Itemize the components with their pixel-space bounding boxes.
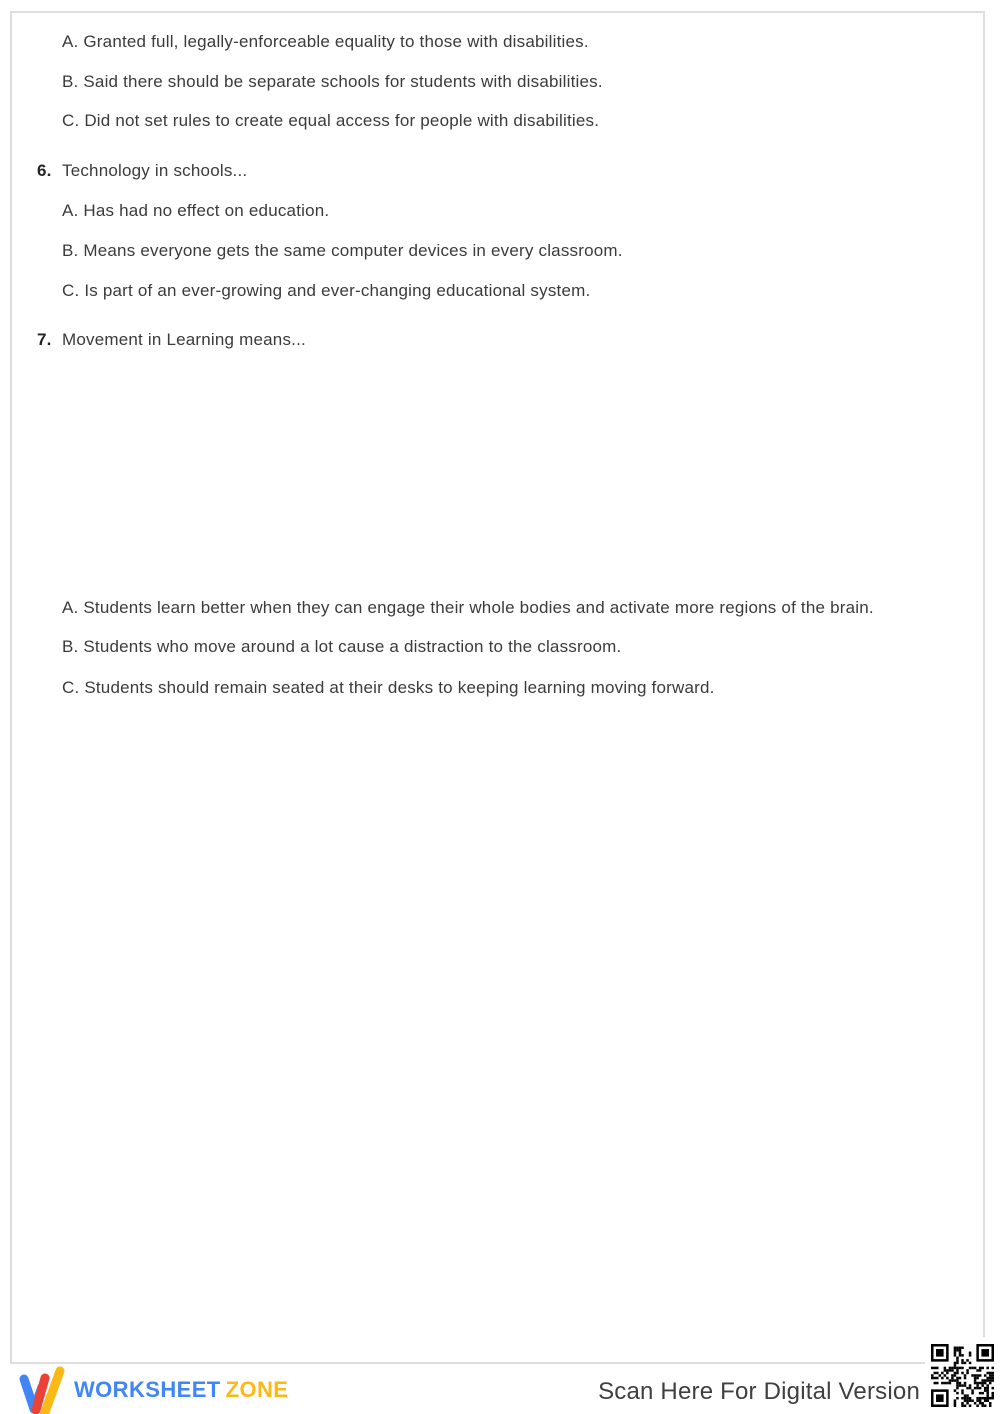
scan-here-text: Scan Here For Digital Version (598, 1378, 920, 1405)
question6-stem (37, 160, 247, 182)
question6-option-a: A. Has had no effect on education. (62, 201, 330, 220)
question6-option-b: B. Means everyone gets the same computer devices in every classroom. (62, 241, 623, 260)
question6-option-c: C. Is part of an ever-growing and ever-changing educational system. (62, 281, 591, 300)
question6-number: 6. (37, 161, 52, 180)
qr-code-icon (931, 1344, 994, 1407)
worksheetzone-w-icon (18, 1366, 66, 1414)
logo-wordmark (74, 1377, 288, 1403)
question7-option-a: A. Students learn better when they can engage their whole bodies and activate more regions of the brain. (62, 598, 874, 617)
question5-option-b: B. Said there should be separate schools for students with disabilities. (62, 72, 603, 91)
question6-text: Technology in schools... (62, 161, 248, 180)
question5-option-c: C. Did not set rules to create equal access for people with disabilities. (62, 111, 600, 130)
question7-stem (37, 329, 306, 351)
logo-worksheet-text: WORKSHEET (74, 1377, 221, 1402)
logo-zone-text: ZONE (225, 1377, 289, 1402)
question5-option-a: A. Granted full, legally-enforceable equality to those with disabilities. (62, 32, 589, 51)
question7-number: 7. (37, 330, 52, 349)
question7-option-c: C. Students should remain seated at their desks to keeping learning moving forward. (62, 678, 715, 697)
question7-text: Movement in Learning means... (62, 330, 306, 349)
worksheetzone-logo (18, 1366, 288, 1414)
question7-option-b: B. Students who move around a lot cause a distraction to the classroom. (62, 637, 622, 656)
qr-code (925, 1337, 1000, 1414)
